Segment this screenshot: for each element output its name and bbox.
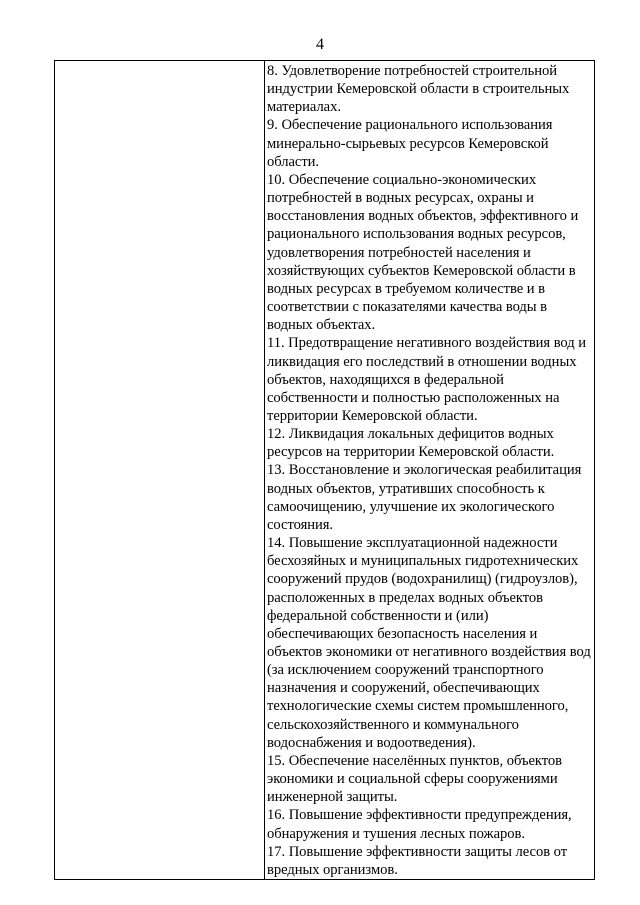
list-item-9: 9. Обеспечение рационального использования минерально-сырьевых ресурсов Кемеровской области. [267, 117, 553, 170]
list-item-16: 16. Повышение эффективности предупреждения, обнаружения и тушения лесных пожаров. [267, 807, 572, 842]
list-item-10: 10. Обеспечение социально-экономических потребностей в водных ресурсах, охраны и восстановления водных объектов, эффективного и рационального использования водных ресурсов, удовлетворения потребностей населения и хозяйствующих субъектов Кемеровской области в водных ресурсах в требуемом количестве и в соответствии с показателями качества воды в водных объектах. [267, 171, 579, 334]
table-row [55, 61, 595, 880]
page-number: 4 [316, 36, 324, 53]
list-item-17: 17. Повышение эффективности защиты лесов от вредных организмов. [267, 843, 568, 878]
table-cell-right [265, 61, 595, 880]
table-cell-left [55, 61, 265, 880]
document-table [54, 60, 595, 880]
list-item-11: 11. Предотвращение негативного воздействия вод и ликвидация его последствий в отношении водных объектов, находящихся в федеральной собственности и полностью расположенных на территории Кемеровской области. [267, 335, 586, 424]
list-item-14: 14. Повышение эксплуатационной надежности бесхозяйных и муниципальных гидротехнических сооружений прудов (водохранилищ) (гидроузлов), расположенных в пределах водных объектов федеральной собственности и (или) обеспечивающих безопасность населения и объектов экономики от негативного воздействия вод (за исключением сооружений транспортного назначения и сооружений, обеспечивающих технологические схемы систем промышленного, сельскохозяйственного и коммунального водоснабжения и водоотведения). [267, 535, 591, 751]
list-item-15: 15. Обеспечение населённых пунктов, объектов экономики и социальной сферы сооружениями инженерной защиты. [267, 752, 562, 806]
list-item-8: 8. Удовлетворение потребностей строительной индустрии Кемеровской области в строительных материалах. [267, 63, 570, 116]
list-item-13: 13. Восстановление и экологическая реабилитация водных объектов, утративших способность к самоочищению, улучшение их экологического состояния. [267, 462, 582, 533]
list-item-12: 12. Ликвидация локальных дефицитов водных ресурсов на территории Кемеровской области. [267, 426, 555, 461]
